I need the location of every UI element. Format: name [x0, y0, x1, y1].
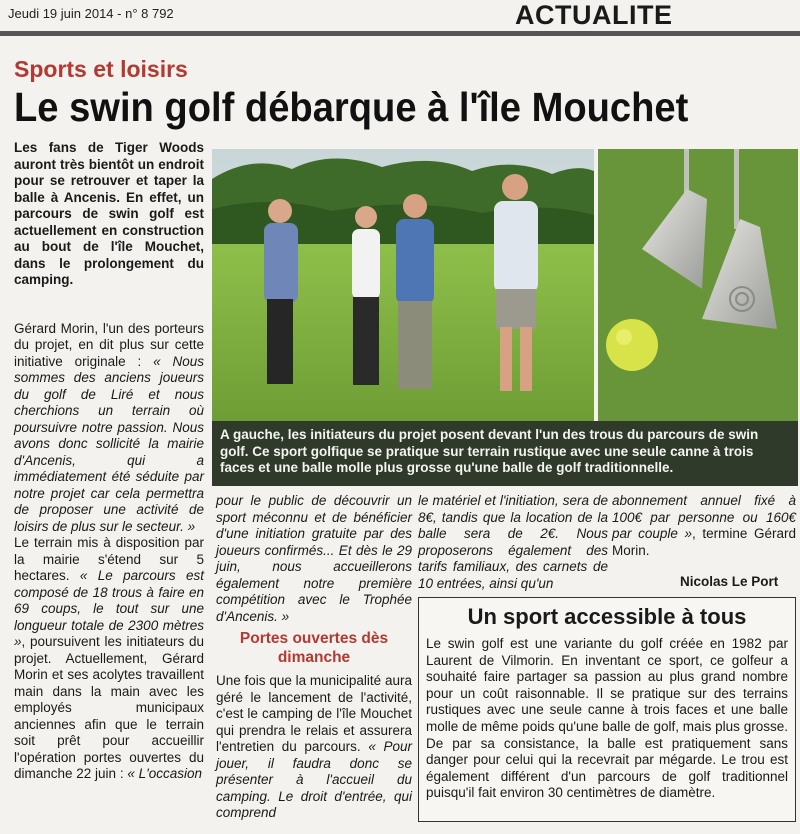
paragraph — [14, 321, 204, 536]
quote-text: pour le public de découvrir un sport méconnu et de bénéficier d'une initiation gratuite par des joueurs confirmés... Et dès le 29 juin, nous accueillerons également notre première compétition avec le Trophée d'Ancenis. » — [216, 493, 412, 624]
paragraph-text: Gérard Morin, l'un des porteurs du projet, en dit plus sur cette initiative originale : — [14, 320, 204, 369]
paragraph-text: , poursuivent les initiateurs du projet. Actuellement, Gérard Morin et ses acolytes travaillent main dans la main avec les employés municipaux anciennes afin que le terrain soit prêt pour accueillir l'opération portes ouvertes du dimanche 22 juin : — [14, 634, 204, 781]
person-figure — [396, 194, 434, 389]
header-rule — [0, 31, 800, 36]
person-figure — [352, 206, 380, 385]
golf-photo-illustration — [212, 149, 798, 421]
dateline: Jeudi 19 juin 2014 - n° 8 792 — [8, 6, 174, 21]
quote-text: « Nous sommes des anciens joueurs du golf de Liré et nous cherchions un terrain où poursuivre notre passion. Nous avons donc sollicité la mairie d'Ancenis, qui a immédiatement été séduite par notre projet car cela permettra de proposer une activité de loisirs de plus sur le secteur. » — [14, 353, 204, 534]
column-4 — [612, 493, 796, 559]
column-3 — [418, 493, 608, 592]
byline: Nicolas Le Port — [680, 574, 779, 589]
quote-text: le matériel et l'initiation, sera de 8€, tandis que la location de la balle sera de 2€. Nous proposerons également des tarifs familiaux, des carnets de 10 entrées, ainsi qu'un — [418, 493, 608, 591]
article-photo — [212, 149, 798, 421]
golf-ball-icon — [606, 319, 658, 371]
paragraph — [14, 535, 204, 783]
paragraph-text: Une fois que la municipalité aura géré le lancement de l'activité, c'est le camping de l'île Mouchet qui prendra le relais et assurera l'entretien du parcours. — [216, 673, 412, 754]
person-figure — [264, 199, 298, 384]
quote-text: « Le parcours est composé de 18 trous à faire en 69 coups, le tout sur une longueur totale de 2300 mètres » — [14, 568, 204, 649]
paragraph — [612, 493, 796, 559]
column-2 — [216, 493, 412, 822]
paragraph-text: , termine Gérard Morin. — [612, 526, 796, 558]
article-lede: Les fans de Tiger Woods auront très bientôt un endroit pour se retrouver et taper la balle à Ancenis. En effet, un parcours de swin golf est actuellement en construction au bout de l'île Mouchet, dans le prolongement du camping. — [14, 140, 204, 287]
paragraph — [216, 673, 412, 822]
quote-text: « Pour jouer, il faudra donc se présenter à l'accueil du camping. Le droit d'entrée, qui comprend — [216, 739, 412, 820]
article-headline: Le swin golf débarque à l'île Mouchet — [14, 84, 689, 130]
quote-text: abonnement annuel fixé à 100€ par personne ou 160€ par couple » — [612, 493, 796, 541]
section-subhead: Portes ouvertes dès dimanche — [239, 630, 389, 666]
photo-caption: A gauche, les initiateurs du projet posent devant l'un des trous du parcours de swin golf. Ce sport golfique se pratique sur terrain rustique avec une seule canne à trois faces et une balle molle plus grosse qu'une balle de golf traditionnelle. — [212, 421, 798, 486]
section-rubric: ACTUALITE — [515, 0, 673, 30]
column-1 — [14, 140, 204, 783]
paragraph-text: Le terrain mis à disposition par la mairie s'étend sur 5 hectares. — [14, 535, 204, 583]
sidebar-box — [418, 597, 796, 822]
quote-text: « L'occasion — [127, 766, 202, 781]
box-title: Un sport accessible à tous — [467, 604, 747, 629]
article-kicker: Sports et loisirs — [14, 56, 188, 82]
box-text: Le swin golf est une variante du golf créée en 1982 par Laurent de Vilmorin. En inventant ce sport, ce golfeur a souhaité faire partager sa passion au plus grand nombre pour un coût raisonnable. Il se pratique sur des terrains rustiques avec une seule canne à trois faces et une balle molle de même poids qu'une balle de golf, mais plus grosse. De par sa consistance, la balle est pratiquement sans danger pour celui qui la recevrait par mégarde. Le trou est également différent d'un parcours de golf traditionnel puisqu'il fait environ 30 centimètres de diamètre. — [426, 636, 788, 801]
page-header — [0, 0, 800, 30]
